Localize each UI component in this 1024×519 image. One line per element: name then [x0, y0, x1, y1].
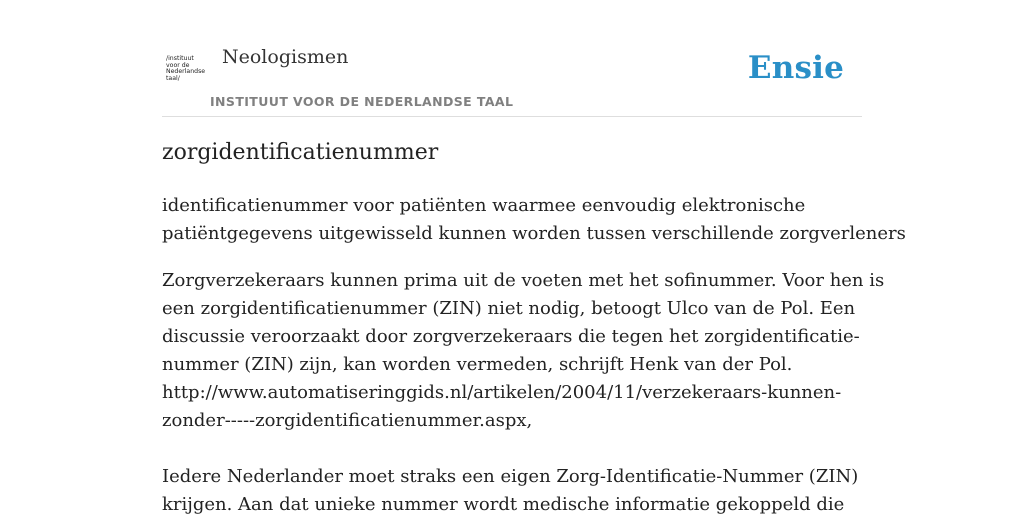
citation-source-url: zonder-----zorgidentificatienummer.aspx, — [162, 410, 533, 431]
logo-text-line: taal/ — [166, 74, 180, 82]
page — [162, 0, 906, 515]
site-header — [162, 0, 862, 117]
entry-citation — [162, 267, 885, 435]
ivdnt-logo[interactable] — [166, 56, 206, 88]
organization-name: INSTITUUT VOOR DE NEDERLANDSE TAAL — [210, 94, 514, 109]
logo-text-line: /instituut — [166, 55, 194, 62]
definition-line: patiëntgegevens uitgewisseld kunnen worden tussen verschillende zorgverleners — [162, 223, 906, 244]
site-title[interactable]: Neologismen — [222, 46, 349, 68]
citation-line: nummer (ZIN) zijn, kan worden vermeden, schrijft Henk van der Pol. — [162, 354, 793, 375]
ensie-logo[interactable]: Ensie — [747, 50, 844, 86]
citation-line: Zorgverzekeraars kunnen prima uit de voeten met het sofinummer. Voor hen is — [162, 270, 885, 291]
entry-definition — [162, 192, 906, 248]
entry-headword: zorgidentificatienummer — [162, 140, 439, 165]
logo-text-line: Nederlandse — [166, 68, 206, 76]
logo-text-line: voor de — [166, 61, 190, 69]
definition-line: identificatienummer voor patiënten waarmee eenvoudig elektronische — [162, 195, 806, 216]
entry-citation-second — [162, 463, 862, 519]
citation-line: discussie veroorzaakt door zorgverzekeraars die tegen het zorgidentificatie- — [162, 326, 860, 347]
citation-line: Iedere Nederlander moet straks een eigen Zorg-Identificatie-Nummer (ZIN) — [162, 466, 859, 487]
citation-source-url: http://www.automatiseringgids.nl/artikelen/2004/11/verzekeraars-kunnen- — [162, 382, 842, 403]
citation-line: krijgen. Aan dat unieke nummer wordt medische informatie gekoppeld die — [162, 494, 845, 515]
citation-line: een zorgidentificatienummer (ZIN) niet nodig, betoogt Ulco van de Pol. Een — [162, 298, 856, 319]
